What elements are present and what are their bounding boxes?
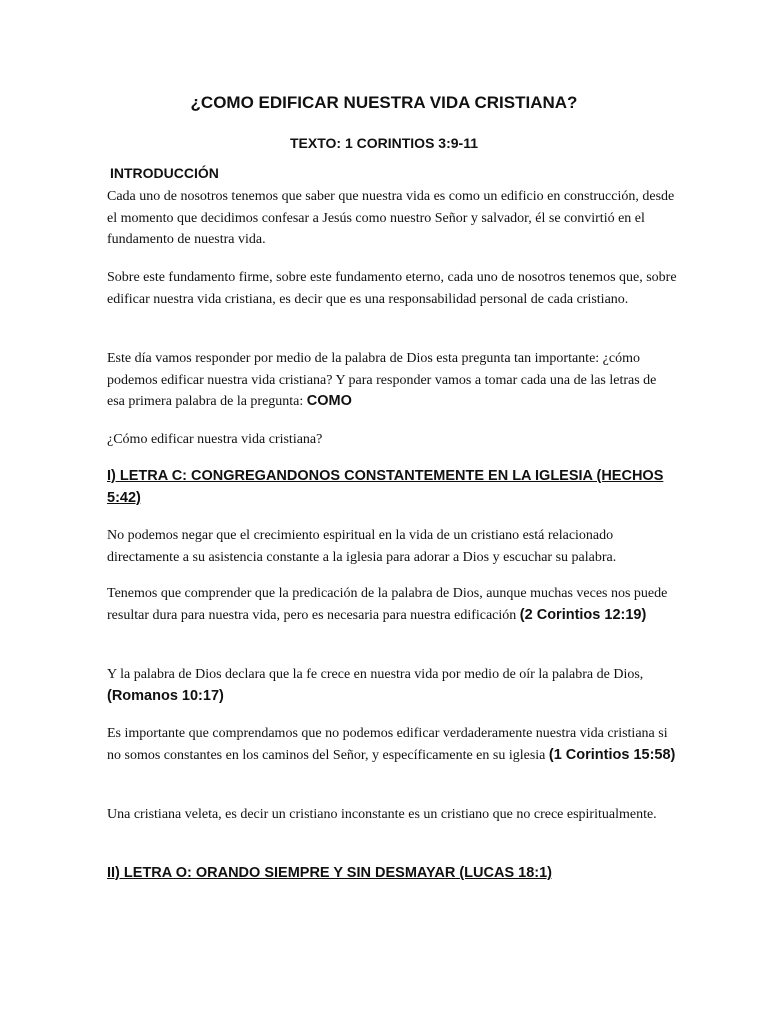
section-heading-o: II) LETRA O: ORANDO SIEMPRE Y SIN DESMAYAR (LUCAS 18:1) [107, 865, 553, 881]
paragraph-1: Cada uno de nosotros tenemos que saber que nuestra vida es como un edificio en construcción, desde el momento que decidimos confesar a Jesús como nuestro Señor y salvador, él se convirtió en el fundamento de nuestra vida. [107, 189, 675, 247]
document-subtitle: TEXTO: 1 CORINTIOS 3:9-11 [289, 135, 478, 151]
paragraph-7-bold: (Romanos 10:17) [107, 687, 224, 704]
paragraph-9: Una cristiana veleta, es decir un cristiano inconstante es un cristiano que no crece espiritualmente. [107, 807, 657, 822]
paragraph-3-text: Este día vamos responder por medio de la palabra de Dios esta pregunta tan importante: ¿cómo podemos edificar nuestra vida cristiana? Y para responder vamos a tomar cada una de las letras de esa primera palabra de la pregunta: [107, 351, 657, 409]
paragraph-3-bold: COMO [306, 393, 352, 409]
paragraph-8 [107, 723, 677, 766]
paragraph-5: No podemos negar que el crecimiento espiritual en la vida de un cristiano está relacionado directamente a su asistencia constante a la iglesia para adorar a Dios y escuchar su palabra. [107, 528, 617, 565]
paragraph-2: Sobre este fundamento firme, sobre este fundamento eterno, cada uno de nosotros tenemos que, sobre edificar nuestra vida cristiana, es decir que es una responsabilidad personal de cada cristiano. [107, 270, 677, 307]
paragraph-6 [107, 583, 677, 626]
paragraph-6-bold: (2 Corintios 12:19) [519, 606, 647, 623]
paragraph-6-text: Tenemos que comprender que la predicación de la palabra de Dios, aunque muchas veces nos puede resultar dura para nuestra vida, pero es necesaria para nuestra edificación [107, 586, 668, 623]
paragraph-7-text: Y la palabra de Dios declara que la fe crece en nuestra vida por medio de oír la palabra de Dios, [107, 667, 644, 682]
document-title: ¿COMO EDIFICAR NUESTRA VIDA CRISTIANA? [190, 93, 578, 112]
paragraph-8-bold: (1 Corintios 15:58) [548, 746, 676, 763]
paragraph-7 [107, 664, 677, 707]
paragraph-8-text: Es importante que comprendamos que no podemos edificar verdaderamente nuestra vida cristiana si no somos constantes en los caminos del Señor, y específicamente en su iglesia [107, 726, 668, 763]
paragraph-4: ¿Cómo edificar nuestra vida cristiana? [107, 432, 323, 447]
paragraph-3 [107, 348, 677, 413]
intro-heading: INTRODUCCIÓN [110, 165, 219, 181]
section-heading-c: I) LETRA C: CONGREGANDONOS CONSTANTEMENTE EN LA IGLESIA (HECHOS 5:42) [107, 468, 664, 506]
